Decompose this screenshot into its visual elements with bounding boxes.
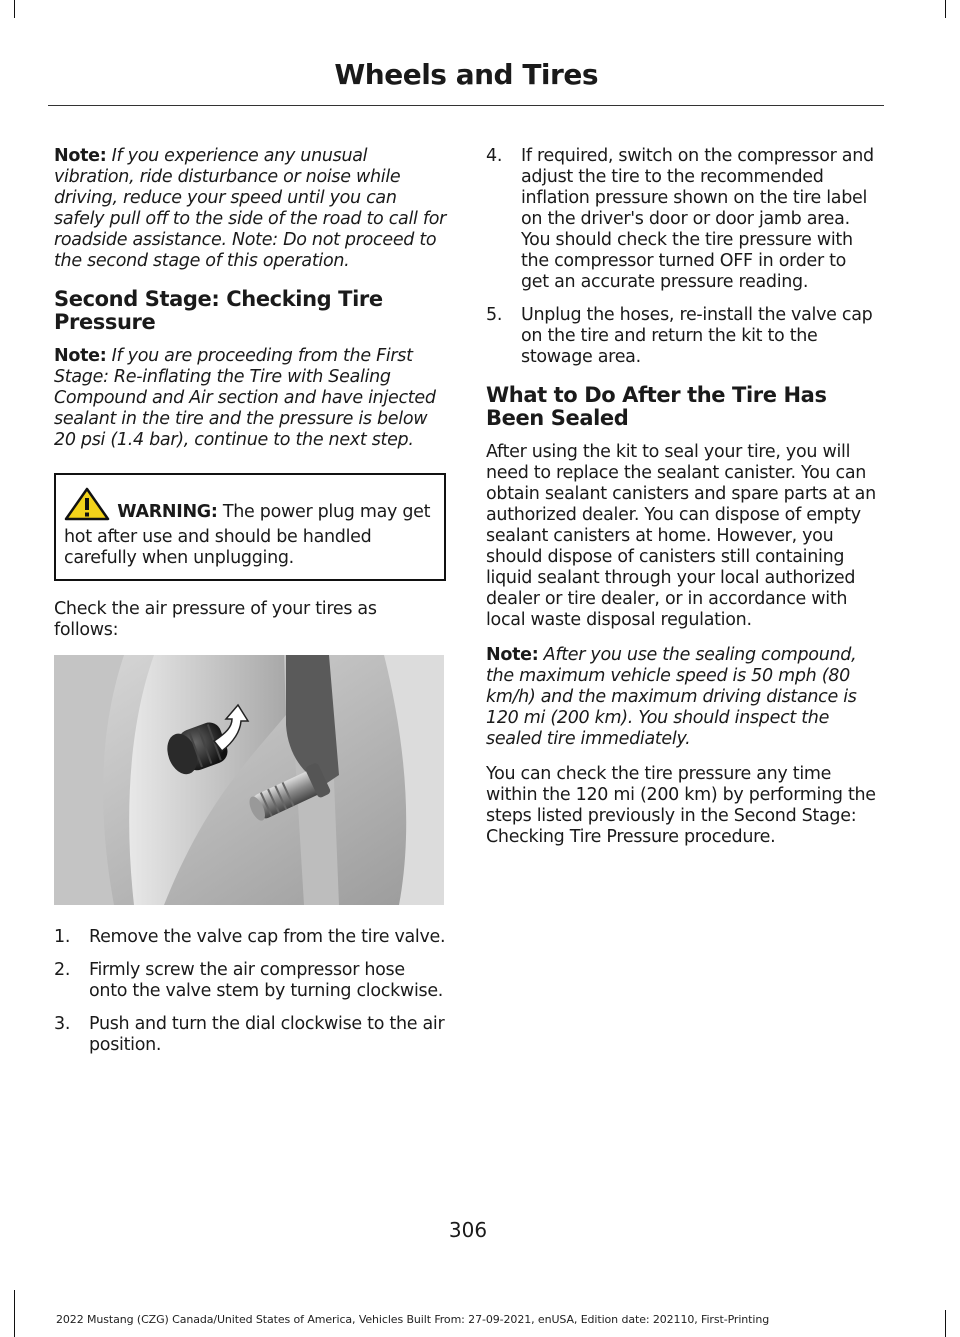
crop-mark (945, 1310, 946, 1337)
intro-text: Check the air pressure of your tires as follows: (54, 599, 377, 640)
warning-label: WARNING: (117, 502, 218, 522)
footer-text: 2022 Mustang (CZG) Canada/United States of America, Vehicles Built From: 27-09-2021, enUSA, Edition date: 202110, First-Printing (56, 1313, 770, 1326)
list-item: 1. Remove the valve cap from the tire valve. (54, 927, 446, 947)
header-divider (48, 105, 884, 106)
crop-mark (14, 0, 15, 18)
crop-mark (14, 1290, 15, 1337)
warning-text: The power plug may get hot after use and should be handled carefully when unplugging. (64, 502, 431, 568)
left-column (54, 146, 446, 1068)
steps-list-left (54, 927, 446, 1056)
page-number: 306 (448, 1218, 488, 1242)
warning-box (54, 473, 446, 581)
page-title: Wheels and Tires (334, 58, 598, 91)
paragraph-sealant-canister: After using the kit to seal your tire, you will need to replace the sealant canister. You can obtain sealant canisters and spare parts at an authorized dealer. You can dispose of empty sealant canisters at home. However, you should dispose of canisters still containing liquid sealant through your local authorized dealer or tire dealer, or in accordance with local waste disposal regulation. (486, 442, 876, 630)
paragraph-check-pressure: You can check the tire pressure any time within the 120 mi (200 km) by performing the steps listed previously in the Second Stage: Checking Tire Pressure procedure. (486, 764, 876, 847)
valve-cap-illustration (54, 655, 444, 905)
steps-list-right (486, 146, 878, 368)
section-heading-checking-pressure: Second Stage: Checking Tire Pressure (54, 287, 383, 334)
note-proceeding: Note: If you are proceeding from the First Stage: Re-inflating the Tire with Sealing Compound and Air section and have injected sealant in the tire and the pressure is below 20 psi (1.4 bar), continue to the next step. (54, 346, 436, 450)
note-max-speed: Note: After you use the sealing compound, the maximum vehicle speed is 50 mph (80 km/h) and the maximum driving distance is 120 mi (200 km). You should inspect the sealed tire immediately. (486, 645, 857, 749)
warning-triangle-icon (64, 487, 110, 527)
right-column (486, 146, 878, 862)
list-item: 5. Unplug the hoses, re-install the valve cap on the tire and return the kit to the stowage area. (486, 305, 873, 367)
list-item: 2. Firmly screw the air compressor hose onto the valve stem by turning clockwise. (54, 960, 444, 1001)
list-item: 4. If required, switch on the compressor and adjust the tire to the recommended inflation pressure shown on the tire label on the driver's door or door jamb area. You should check the tire pressure with the compressor turned OFF in order to get an accurate pressure reading. (486, 146, 874, 292)
note-unusual-vibration: Note: If you experience any unusual vibration, ride disturbance or noise while driving, reduce your speed until you can safely pull off to the side of the road to call for roadside assistance. Note: Do not proceed to the second stage of this operation. (54, 146, 446, 271)
crop-mark (945, 0, 946, 18)
list-item: 3. Push and turn the dial clockwise to the air position. (54, 1014, 445, 1055)
section-heading-after-sealed: What to Do After the Tire Has Been Sealed (486, 383, 827, 430)
